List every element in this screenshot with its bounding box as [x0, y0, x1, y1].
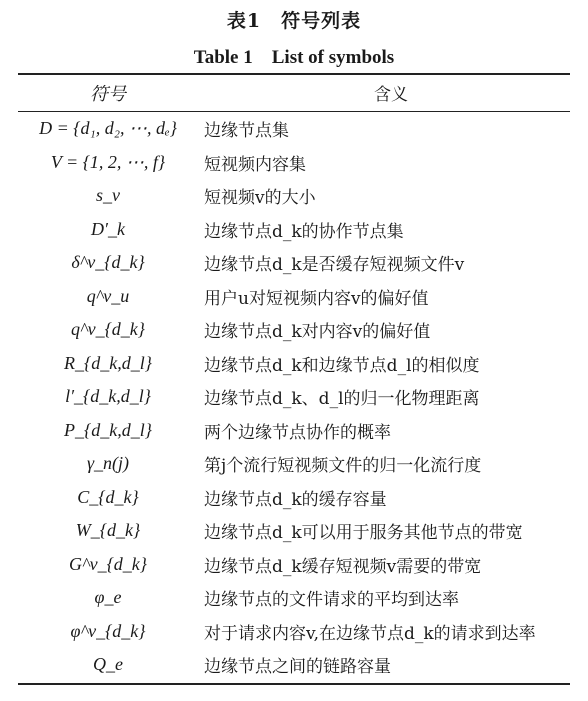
meaning-cell: 边缘节点d_k是否缓存短视频文件v	[204, 255, 465, 276]
meaning-cell: 短视频内容集	[204, 154, 306, 175]
table-row	[18, 313, 570, 347]
meaning-cell: 用户u对短视频内容v的偏好值	[204, 288, 429, 309]
symbol-cell: C_{d_k}	[77, 486, 139, 507]
meaning-cell: 边缘节点d_k缓存短视频v需要的带宽	[204, 556, 482, 577]
table-row	[18, 380, 570, 414]
meaning-cell: 边缘节点d_k的协作节点集	[204, 221, 404, 242]
symbol-cell: D = {d₁, d₂, ⋯, dₑ}	[39, 118, 177, 139]
symbol-cell: R_{d_k,d_l}	[64, 352, 152, 373]
meaning-cell: 第j个流行短视频文件的归一化流行度	[204, 456, 482, 477]
top-rule	[18, 73, 570, 75]
symbol-cell: γ_n(j)	[86, 453, 130, 474]
symbol-cell: q^v_{d_k}	[71, 319, 145, 340]
meaning-cell: 两个边缘节点协作的概率	[204, 422, 391, 443]
meaning-cell: 边缘节点之间的链路容量	[204, 657, 391, 678]
table-row	[18, 246, 570, 280]
symbol-cell: l′_{d_k,d_l}	[65, 386, 151, 407]
table-row	[18, 548, 570, 582]
table-row	[18, 648, 570, 682]
symbol-cell: P_{d_k,d_l}	[64, 419, 152, 440]
symbol-cell: φ^v_{d_k}	[70, 620, 146, 641]
meaning-cell: 边缘节点d_k和边缘节点d_l的相似度	[204, 355, 480, 376]
meaning-cell: 边缘节点的文件请求的平均到达率	[204, 590, 459, 611]
table-row	[18, 112, 570, 146]
symbol-cell: D′_k	[91, 218, 125, 239]
symbol-table-body	[18, 112, 570, 682]
symbol-cell: Q_e	[93, 654, 123, 675]
header-meaning: 含义	[374, 85, 408, 105]
meaning-cell: 边缘节点d_k可以用于服务其他节点的带宽	[204, 523, 523, 544]
symbol-cell: δ^v_{d_k}	[71, 252, 145, 273]
meaning-cell: 边缘节点集	[204, 121, 289, 142]
table-row	[18, 213, 570, 247]
table-title-chinese: 表1 符号列表	[226, 10, 362, 32]
bottom-rule	[18, 683, 570, 685]
table-row	[18, 280, 570, 314]
symbol-cell: W_{d_k}	[75, 520, 141, 541]
table-row	[18, 414, 570, 448]
meaning-cell: 对于请求内容v,在边缘节点d_k的请求到达率	[204, 623, 536, 644]
table-row	[18, 615, 570, 649]
symbol-cell: G^v_{d_k}	[69, 553, 147, 574]
table-row	[18, 581, 570, 615]
table-row	[18, 514, 570, 548]
symbol-cell: φ_e	[94, 587, 122, 608]
table-row	[18, 146, 570, 180]
meaning-cell: 短视频v的大小	[204, 188, 316, 209]
table-row	[18, 481, 570, 515]
symbol-cell: q^v_u	[86, 285, 130, 306]
symbol-cell: V = {1, 2, ⋯, f}	[50, 151, 166, 172]
meaning-cell: 边缘节点d_k对内容v的偏好值	[204, 322, 431, 343]
symbol-cell: s_v	[96, 185, 120, 206]
table-title-english: Table 1 List of symbols	[193, 47, 395, 68]
header-symbol: 符号	[90, 84, 126, 104]
table-row	[18, 347, 570, 381]
table-row	[18, 179, 570, 213]
table-row	[18, 447, 570, 481]
meaning-cell: 边缘节点d_k、d_l的归一化物理距离	[204, 389, 480, 410]
meaning-cell: 边缘节点d_k的缓存容量	[204, 489, 387, 510]
